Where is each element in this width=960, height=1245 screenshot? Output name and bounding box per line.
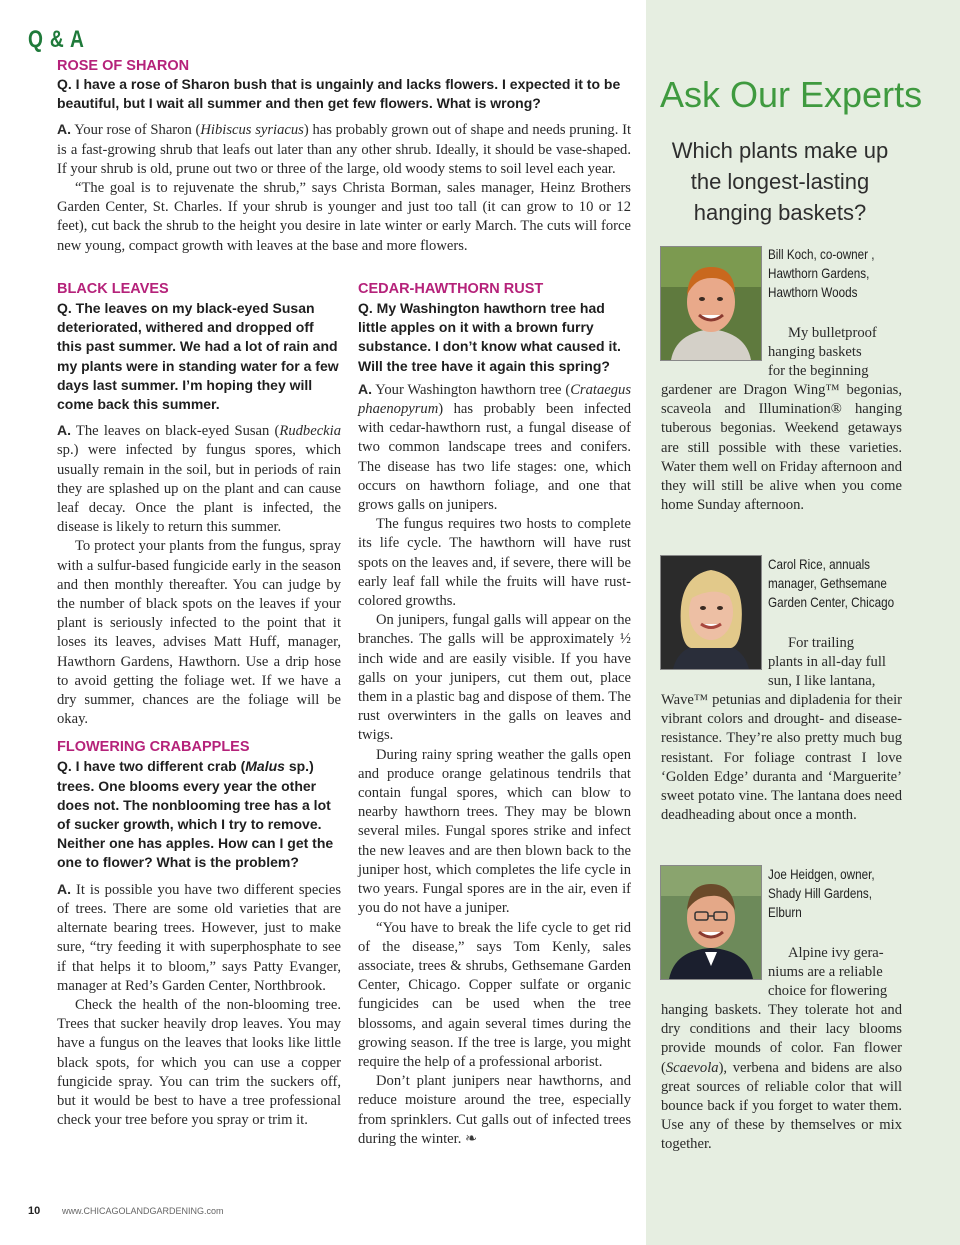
answer-label: A. <box>358 380 372 397</box>
rose-p1a: Your rose of Sharon ( <box>71 122 201 139</box>
answer-line: For trailing <box>788 635 855 651</box>
rose-of-sharon-article <box>57 57 631 256</box>
leaves-answer <box>57 421 341 729</box>
cedar-latin: Crataegus phaenopyrum <box>358 381 631 418</box>
cedar-p1a: Your Washington hawthorn tree ( <box>372 381 571 398</box>
crab-q-b: sp.) trees. One blooms every year the other does not. The nonblooming tree has a lot of sucker growth, which I try to remove. Neither one has apples. How can I get the one to flower? What is the problem? <box>57 758 334 871</box>
name-line: manager, Gethsemane <box>768 576 887 591</box>
leaves-p2: To protect your plants from the fungus, spray with a sulfur-based fungicide early in the season and then monthly thereafter. You can judge by the number of black spots on the leaves if your plant is seriously infected to the point that it loses its leaves, advises Matt Huff, manager, Hawthorn Gardens, Hawthorn. Use a drip hose to avoid getting the foliage wet. If we have a dry summer, chances are the foliage will be okay. <box>57 538 341 728</box>
section-label: Q & A <box>28 26 85 53</box>
cedar-p3: On junipers, fungal galls will appear on the branches. The galls will be approximately ½ inch wide and are easily visible. If you have galls on your junipers, cut them out, place them in a plastic bag and dispose of them. The rust overwinters in the galls on leaves and twigs. <box>358 612 631 744</box>
name-line: Joe Heidgen, owner, <box>768 867 875 882</box>
answer-label: A. <box>57 121 71 138</box>
page-number: 10 <box>28 1205 41 1217</box>
rose-answer <box>57 120 631 255</box>
name-line: Carol Rice, annuals <box>768 557 871 572</box>
crab-p2: Check the health of the non-blooming tree. Trees that sucker heavily drop leaves. You may have a fungus on the leaves that looks like little black spots, for which you can use a copper fungicide spray. You can trim the suckers off, but it would be best to have a tree professional check your tree before you spray or trim it. <box>57 996 341 1129</box>
expert-name-3 <box>768 865 888 922</box>
rose-p1b: ) has probably grown out of shape and needs pruning. It is a fast-growing shrub that leafs out later than any other shrub. Ideally, it should be vase-shaped. If your shrub is old, prune out two or three of the large, old woody stems to soil level each year. <box>57 122 632 177</box>
expert-name-1 <box>768 245 888 302</box>
answer-line: Alpine ivy gera- <box>788 945 884 961</box>
name-line: Garden Center, Chicago <box>768 595 895 610</box>
name-line: Bill Koch, co-owner , <box>768 247 875 262</box>
answer-rest: ), verbena and bidens are also great sources of reliable color that will bounce back if you forget to water them. Use any of these by themselves or mix together. <box>661 1059 902 1152</box>
cedar-p5: “You have to break the life cycle to get rid of the disease,” says Tom Kenly, sales associate, trees & shrubs, Gethsemane Garden Center, Chicago. Copper sulfate or organic fungicides can be used when the tree blossoms, and again several times during the growing season. If the tree is large, you might require the help of a professional arborist. <box>358 919 631 1070</box>
leaves-latin: Rudbeckia <box>279 423 341 440</box>
rose-p2: “The goal is to rejuvenate the shrub,” says Christa Borman, sales manager, Heinz Brothers Garden Center, St. Charles. If your shrub is younger and just too tall (it can grow to 10 or 12 feet), cut back the shrub to the height you desire in late winter or early March. The cuts will force new young, compact growth with leaves at the base and more flowers. <box>57 180 631 254</box>
answer-latin: Scaevola <box>665 1059 719 1076</box>
cedar-heading: CEDAR-HAWTHORN RUST <box>358 281 544 297</box>
answer-line: for the beginning <box>768 363 869 380</box>
answer-line: niums are a reliable <box>768 964 883 981</box>
rose-latin: Hibiscus syriacus <box>200 122 304 139</box>
crab-answer <box>57 880 341 1131</box>
expert-name-2 <box>768 555 895 612</box>
crab-p1: It is possible you have two different species of trees. There are some old varieties that are alternate bearing trees. However, just to make sure, “try feeding it with superphosphate to see if that helps it to bloom,” says Patty Evanger, manager at Red’s Garden Center, Northbrook. <box>57 881 341 994</box>
leaves-question: Q. The leaves on my black-eyed Susan deteriorated, withered and dropped off this past summer. We had a lot of rain and my plants were in standing water for a few days last summer. I’m hoping they will come back this summer. <box>57 300 339 413</box>
name-line: Hawthorn Woods <box>768 285 858 300</box>
answer-line: choice for flowering <box>768 983 888 1000</box>
crab-heading: FLOWERING CRABAPPLES <box>57 739 250 756</box>
sidebar-question: Which plants make up the longest-lasting hanging baskets? <box>671 138 889 225</box>
cedar-p6: Don’t plant junipers near hawthorns, and reduce moisture around the tree, especially from sprinklers. Cut galls out of infected trees during the winter. <box>358 1073 631 1147</box>
name-line: Elburn <box>768 905 802 920</box>
answer-line: sun, I like lantana, <box>768 673 876 690</box>
cedar-p4: During rainy spring weather the galls open and produce orange gelatinous tendrils that contain fungal spores, which can blow to nearby hawthorn trees. They may be blown several miles. Fungal spores strike and infect the new leaves and are then blown back to the juniper host, which completes the life cycle in two years. Fungal spores are in the air, even if you do not have a juniper. <box>358 746 631 917</box>
answer-line: My bulletproof <box>788 325 877 341</box>
crab-question <box>57 757 341 872</box>
expert-answer-3 <box>661 944 902 1154</box>
column-left <box>57 280 341 1130</box>
cedar-p1b: ) has probably been infected with cedar-hawthorn rust, a fungal disease of two common landscape trees and conifers. The disease has two life stages: one, which occurs on hawthorn foliage, and one that grows galls on junipers. <box>358 401 631 514</box>
name-line: Hawthorn Gardens, <box>768 266 870 281</box>
rose-question: Q. I have a rose of Sharon bush that is ungainly and lacks flowers. I expected it to be beautiful, but I wait all summer and then get few flowers. What is wrong? <box>57 76 621 112</box>
answer-label: A. <box>57 880 71 897</box>
leaves-p1b: sp.) were infected by fungus spores, which usually remain in the soil, but in periods of rain they are splashed up on the plant and can cause leaf decay. Once the plant is infected, the disease is likely to return this summer. <box>57 442 341 536</box>
answer-line: hanging baskets <box>768 344 862 361</box>
crab-q-a: Q. I have two different crab ( <box>57 758 246 775</box>
answer-rest: gardener are Dragon Wing™ begonias, scaveola and Illumination® hanging tuberous begonias. Weekend getaways are still possible with these varieties. Water them well on Friday afternoon and they will still be alive when you come home Sunday afternoon. <box>661 382 902 513</box>
cedar-question: Q. My Washington hawthorn tree had little apples on it with a brown furry substance. I don’t know what caused it. Will the tree have it again this spring? <box>358 300 621 374</box>
sidebar-title: Ask Our Experts <box>660 74 923 115</box>
cedar-p2: The fungus requires two hosts to complete its life cycle. The hawthorn will have rust spots on the leaves and, if severe, there will be early leaf fall while the fruits will have rust-colored growths. <box>358 516 631 610</box>
answer-line: plants in all-day full <box>768 654 886 671</box>
answer-rest: Wave™ petunias and dipladenia for their vibrant colors and drought- and disease-resistance. They’re also pretty much bug resistant. For foliage contrast I love ‘Golden Edge’ duranta and ‘Marguerite’ sweet potato vine. The lantana does need deadheading about once a month. <box>661 692 902 823</box>
leaves-p1a: The leaves on black-eyed Susan ( <box>71 423 280 440</box>
cedar-answer <box>358 380 631 1149</box>
leaves-heading: BLACK LEAVES <box>57 281 169 297</box>
answer-rest: hanging baskets. They tolerate hot and dry conditions and their lacy blooms provide mounds of color. Fan flower ( <box>661 1002 902 1076</box>
expert-answer-2 <box>661 634 902 825</box>
answer-label: A. <box>57 422 71 439</box>
crab-latin: Malus <box>245 758 285 775</box>
end-mark-icon: ❧ <box>465 1130 478 1147</box>
column-middle <box>358 280 631 1149</box>
expert-answer-1 <box>661 324 902 515</box>
rose-heading: ROSE OF SHARON <box>57 58 190 74</box>
footer-url: www.CHICAGOLANDGARDENING.com <box>62 1206 224 1216</box>
name-line: Shady Hill Gardens, <box>768 886 872 901</box>
